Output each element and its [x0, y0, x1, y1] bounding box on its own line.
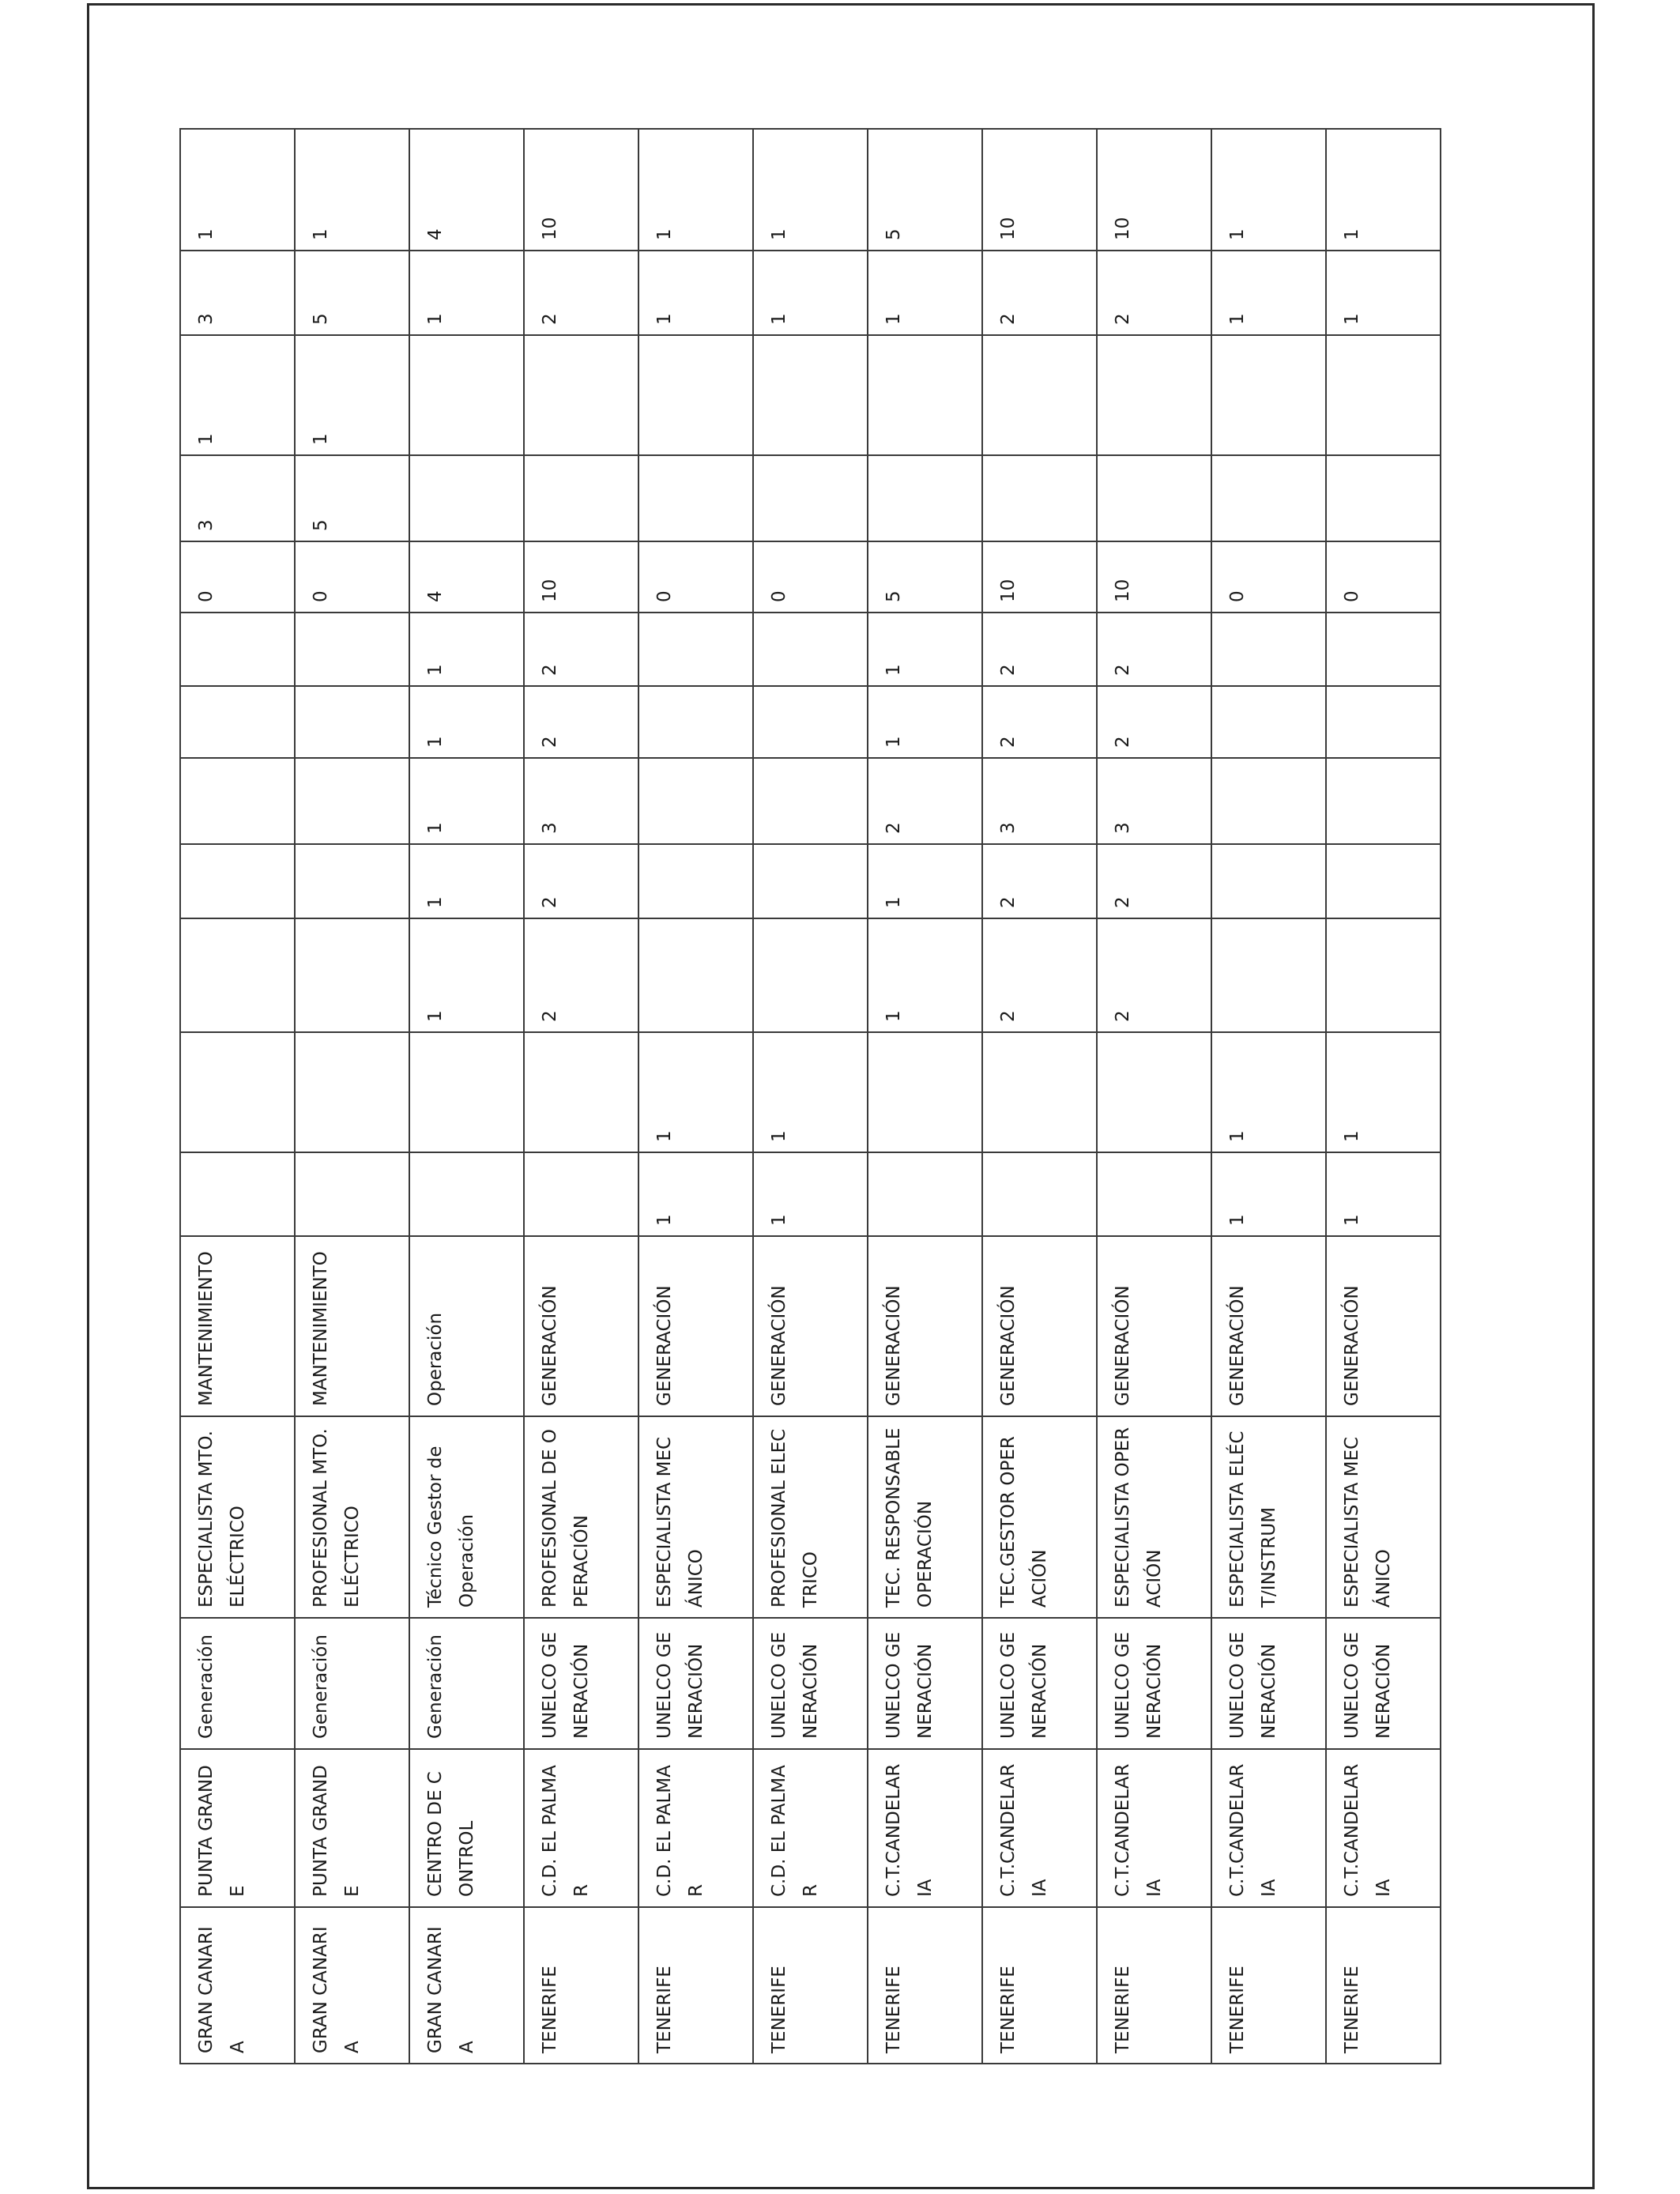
cell-val-11: 1 [753, 251, 868, 335]
cell-site: C.D. EL PALMAR [753, 1749, 868, 1907]
cell-val-7: 2 [524, 613, 638, 686]
cell-position: ESPECIALISTA MTO. ELÉCTRICO [180, 1416, 295, 1618]
cell-val-12: 1 [180, 129, 295, 251]
cell-val-3: 2 [982, 918, 1097, 1032]
cell-val-9: 5 [295, 455, 409, 541]
table-row [1326, 129, 1441, 2064]
cell-val-3: 1 [868, 918, 982, 1032]
cell-val-1 [524, 1152, 638, 1236]
cell-val-6: 2 [1097, 686, 1211, 758]
cell-val-11: 1 [868, 251, 982, 335]
table-row [638, 129, 753, 2064]
cell-val-4: 2 [982, 844, 1097, 918]
cell-val-8: 0 [1326, 541, 1441, 613]
cell-area: GENERACIÓN [1211, 1236, 1326, 1416]
cell-site: C.T.CANDELARIA [1097, 1749, 1211, 1907]
cell-val-4 [1326, 844, 1441, 918]
cell-area: GENERACIÓN [524, 1236, 638, 1416]
cell-val-2 [295, 1032, 409, 1152]
cell-val-2: 1 [1326, 1032, 1441, 1152]
cell-val-1: 1 [1211, 1152, 1326, 1236]
cell-val-4: 1 [409, 844, 524, 918]
cell-island: TENERIFE [982, 1907, 1097, 2064]
cell-val-5 [638, 758, 753, 844]
cell-val-1: 1 [638, 1152, 753, 1236]
cell-position: TEC.GESTOR OPERACIÓN [982, 1416, 1097, 1618]
cell-val-3: 2 [1097, 918, 1211, 1032]
cell-val-8: 0 [638, 541, 753, 613]
cell-val-3 [180, 918, 295, 1032]
cell-island: GRAN CANARIA [180, 1907, 295, 2064]
cell-area: Operación [409, 1236, 524, 1416]
cell-position: ESPECIALISTA MECÁNICO [1326, 1416, 1441, 1618]
cell-island: TENERIFE [1211, 1907, 1326, 2064]
cell-company: Generación [295, 1618, 409, 1749]
cell-val-2 [1097, 1032, 1211, 1152]
cell-val-3 [1326, 918, 1441, 1032]
cell-val-6 [753, 686, 868, 758]
cell-site: C.T.CANDELARIA [1211, 1749, 1326, 1907]
cell-val-10 [1326, 335, 1441, 455]
cell-area: GENERACIÓN [1326, 1236, 1441, 1416]
cell-val-3: 2 [524, 918, 638, 1032]
cell-val-7 [753, 613, 868, 686]
cell-val-6 [638, 686, 753, 758]
cell-area: MANTENIMIENTO [295, 1236, 409, 1416]
cell-val-10 [1097, 335, 1211, 455]
cell-val-6 [1211, 686, 1326, 758]
cell-val-5: 2 [868, 758, 982, 844]
cell-site: C.T.CANDELARIA [982, 1749, 1097, 1907]
cell-val-10: 1 [295, 335, 409, 455]
cell-val-2: 1 [638, 1032, 753, 1152]
cell-val-1 [409, 1152, 524, 1236]
cell-val-7 [1326, 613, 1441, 686]
cell-company: UNELCO GENERACIÓN [1097, 1618, 1211, 1749]
cell-company: UNELCO GENERACIÓN [1326, 1618, 1441, 1749]
cell-island: GRAN CANARIA [295, 1907, 409, 2064]
cell-company: UNELCO GENERACIÓN [638, 1618, 753, 1749]
table-row [295, 129, 409, 2064]
cell-island: TENERIFE [1326, 1907, 1441, 2064]
cell-val-7 [638, 613, 753, 686]
cell-val-5: 3 [982, 758, 1097, 844]
cell-val-9 [982, 455, 1097, 541]
cell-val-3: 1 [409, 918, 524, 1032]
cell-position: ESPECIALISTA OPERACIÓN [1097, 1416, 1211, 1618]
cell-site: C.D. EL PALMAR [524, 1749, 638, 1907]
table-row [868, 129, 982, 2064]
cell-val-12: 1 [753, 129, 868, 251]
cell-val-1 [868, 1152, 982, 1236]
cell-val-12: 1 [1326, 129, 1441, 251]
cell-val-11: 1 [409, 251, 524, 335]
cell-val-3 [1211, 918, 1326, 1032]
cell-val-6: 2 [524, 686, 638, 758]
cell-val-2: 1 [753, 1032, 868, 1152]
cell-val-10 [409, 335, 524, 455]
cell-val-5 [1211, 758, 1326, 844]
cell-val-8: 0 [180, 541, 295, 613]
table-body [180, 129, 1441, 2064]
cell-val-8: 10 [1097, 541, 1211, 613]
cell-val-1 [180, 1152, 295, 1236]
cell-val-3 [295, 918, 409, 1032]
table-row [753, 129, 868, 2064]
table-row [409, 129, 524, 2064]
cell-val-9 [409, 455, 524, 541]
cell-val-2 [409, 1032, 524, 1152]
cell-area: GENERACIÓN [753, 1236, 868, 1416]
cell-val-4 [295, 844, 409, 918]
cell-val-5: 3 [1097, 758, 1211, 844]
cell-val-9 [868, 455, 982, 541]
cell-val-5 [753, 758, 868, 844]
cell-val-10 [868, 335, 982, 455]
cell-val-12: 10 [1097, 129, 1211, 251]
cell-val-6 [180, 686, 295, 758]
cell-island: TENERIFE [1097, 1907, 1211, 2064]
cell-val-11: 2 [982, 251, 1097, 335]
cell-val-11: 1 [638, 251, 753, 335]
cell-val-9 [1326, 455, 1441, 541]
cell-val-9 [524, 455, 638, 541]
staffing-table [179, 128, 1441, 2064]
cell-val-11: 1 [1326, 251, 1441, 335]
cell-val-5: 1 [409, 758, 524, 844]
cell-val-6: 1 [868, 686, 982, 758]
cell-val-8: 0 [1211, 541, 1326, 613]
cell-val-8: 0 [295, 541, 409, 613]
cell-island: TENERIFE [524, 1907, 638, 2064]
cell-val-9 [1097, 455, 1211, 541]
cell-val-8: 0 [753, 541, 868, 613]
cell-val-12: 4 [409, 129, 524, 251]
cell-val-12: 5 [868, 129, 982, 251]
cell-company: UNELCO GENERACIÓN [982, 1618, 1097, 1749]
cell-val-7: 1 [409, 613, 524, 686]
cell-company: Generación [409, 1618, 524, 1749]
cell-company: UNELCO GENERACIÓN [868, 1618, 982, 1749]
cell-site: PUNTA GRANDE [180, 1749, 295, 1907]
cell-val-12: 10 [524, 129, 638, 251]
cell-site: C.T.CANDELARIA [1326, 1749, 1441, 1907]
cell-area: MANTENIMIENTO [180, 1236, 295, 1416]
cell-val-11: 1 [1211, 251, 1326, 335]
cell-position: ESPECIALISTA MECÁNICO [638, 1416, 753, 1618]
rotated-table-container [179, 130, 1439, 2064]
cell-val-10 [753, 335, 868, 455]
cell-val-2 [180, 1032, 295, 1152]
cell-position: Técnico Gestor de Operación [409, 1416, 524, 1618]
cell-val-11: 5 [295, 251, 409, 335]
cell-area: GENERACIÓN [868, 1236, 982, 1416]
cell-island: TENERIFE [868, 1907, 982, 2064]
cell-position: ESPECIALISTA ELÉCT/INSTRUM [1211, 1416, 1326, 1618]
cell-position: PROFESIONAL DE OPERACIÓN [524, 1416, 638, 1618]
cell-val-6 [1326, 686, 1441, 758]
cell-val-1 [295, 1152, 409, 1236]
cell-position: PROFESIONAL MTO. ELÉCTRICO [295, 1416, 409, 1618]
table-row [180, 129, 295, 2064]
table-row [1097, 129, 1211, 2064]
cell-val-5 [180, 758, 295, 844]
cell-val-4: 2 [1097, 844, 1211, 918]
cell-company: Generación [180, 1618, 295, 1749]
cell-val-8: 4 [409, 541, 524, 613]
cell-val-4 [180, 844, 295, 918]
cell-val-10: 1 [180, 335, 295, 455]
table-row [1211, 129, 1326, 2064]
cell-site: C.T.CANDELARIA [868, 1749, 982, 1907]
cell-site: C.D. EL PALMAR [638, 1749, 753, 1907]
cell-val-9: 3 [180, 455, 295, 541]
cell-val-4 [638, 844, 753, 918]
cell-val-4: 2 [524, 844, 638, 918]
cell-val-10 [638, 335, 753, 455]
cell-val-6 [295, 686, 409, 758]
cell-val-2 [982, 1032, 1097, 1152]
cell-val-7: 2 [982, 613, 1097, 686]
cell-val-6: 2 [982, 686, 1097, 758]
cell-company: UNELCO GENERACIÓN [1211, 1618, 1326, 1749]
cell-company: UNELCO GENERACIÓN [753, 1618, 868, 1749]
cell-val-7: 2 [1097, 613, 1211, 686]
cell-val-8: 10 [524, 541, 638, 613]
cell-val-5 [1326, 758, 1441, 844]
cell-val-12: 10 [982, 129, 1097, 251]
cell-val-5 [295, 758, 409, 844]
cell-val-4 [1211, 844, 1326, 918]
cell-val-2 [868, 1032, 982, 1152]
cell-val-9 [1211, 455, 1326, 541]
cell-val-11: 3 [180, 251, 295, 335]
cell-val-8: 10 [982, 541, 1097, 613]
cell-val-1 [982, 1152, 1097, 1236]
cell-val-12: 1 [1211, 129, 1326, 251]
cell-val-2: 1 [1211, 1032, 1326, 1152]
cell-val-10 [982, 335, 1097, 455]
cell-val-11: 2 [524, 251, 638, 335]
cell-area: GENERACIÓN [982, 1236, 1097, 1416]
cell-val-3 [638, 918, 753, 1032]
table-row [982, 129, 1097, 2064]
cell-val-7 [180, 613, 295, 686]
cell-val-10 [524, 335, 638, 455]
cell-area: GENERACIÓN [638, 1236, 753, 1416]
cell-val-7 [1211, 613, 1326, 686]
cell-site: PUNTA GRANDE [295, 1749, 409, 1907]
cell-island: TENERIFE [753, 1907, 868, 2064]
cell-site: CENTRO DE CONTROL [409, 1749, 524, 1907]
cell-val-11: 2 [1097, 251, 1211, 335]
cell-val-1: 1 [753, 1152, 868, 1236]
table-row [524, 129, 638, 2064]
cell-val-2 [524, 1032, 638, 1152]
cell-island: GRAN CANARIA [409, 1907, 524, 2064]
cell-val-9 [753, 455, 868, 541]
cell-val-3 [753, 918, 868, 1032]
cell-val-9 [638, 455, 753, 541]
cell-val-1 [1097, 1152, 1211, 1236]
cell-val-10 [1211, 335, 1326, 455]
cell-val-4 [753, 844, 868, 918]
cell-position: PROFESIONAL ELECTRICO [753, 1416, 868, 1618]
cell-val-5: 3 [524, 758, 638, 844]
cell-island: TENERIFE [638, 1907, 753, 2064]
cell-area: GENERACIÓN [1097, 1236, 1211, 1416]
cell-val-6: 1 [409, 686, 524, 758]
cell-position: TEC. RESPONSABLE OPERACIÓN [868, 1416, 982, 1618]
cell-company: UNELCO GENERACIÓN [524, 1618, 638, 1749]
cell-val-8: 5 [868, 541, 982, 613]
cell-val-12: 1 [638, 129, 753, 251]
cell-val-12: 1 [295, 129, 409, 251]
cell-val-7: 1 [868, 613, 982, 686]
cell-val-7 [295, 613, 409, 686]
cell-val-1: 1 [1326, 1152, 1441, 1236]
cell-val-4: 1 [868, 844, 982, 918]
